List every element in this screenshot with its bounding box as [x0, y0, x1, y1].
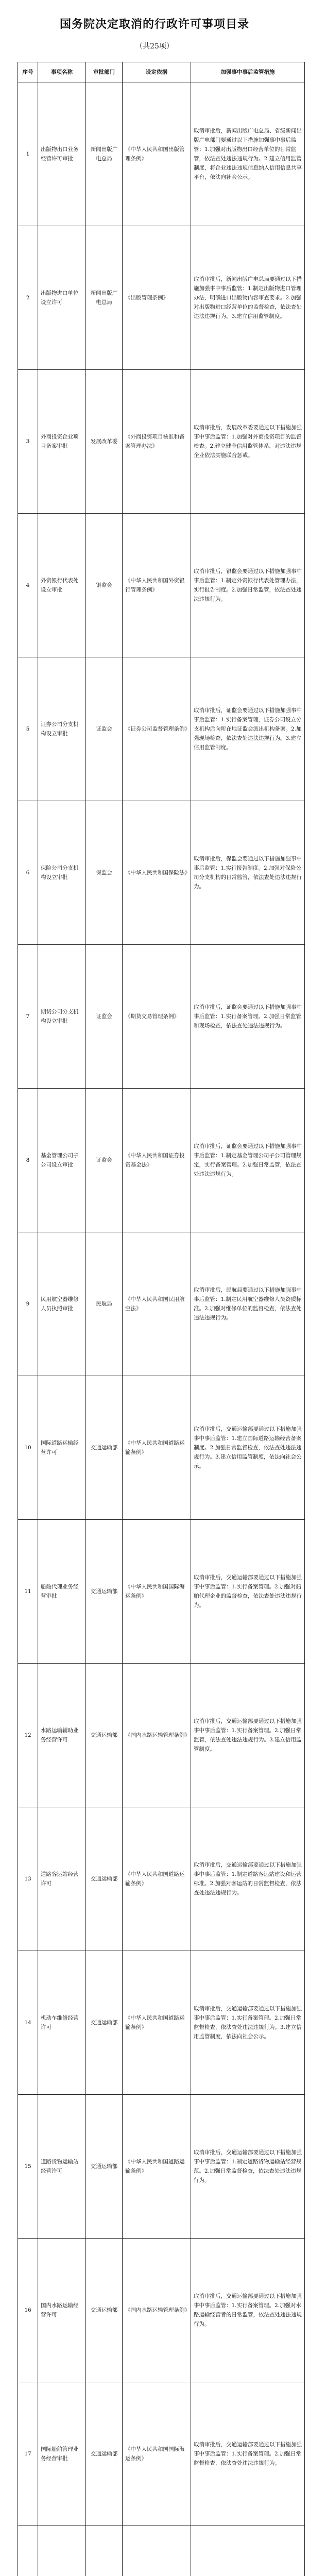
row-number: 3	[18, 370, 38, 514]
row-measures: 取消审批后，交通运输部要通过以下措施加强事中事后监管：1.制定道路客运站建设和运营标准。2.加强对客运站的日常监督检查，依法查处违法违规行为。	[191, 1807, 305, 1951]
header-item-name: 事项名称	[38, 62, 86, 82]
row-legal-basis: 《中华人民共和国道路运输条例》	[123, 1951, 191, 2095]
row-item-name: 外商投资企业项目备案审批	[38, 370, 86, 514]
row-legal-basis: 《中华人民共和国证券投资基金法》	[123, 1089, 191, 1232]
row-measures	[191, 2526, 305, 2576]
table-row	[18, 801, 305, 945]
row-department: 发展改革委	[86, 370, 123, 514]
row-item-name: 道路客运站经营许可	[38, 1807, 86, 1951]
table-row	[18, 2526, 305, 2576]
row-number: 5	[18, 657, 38, 801]
row-number: 12	[18, 1664, 38, 1807]
row-legal-basis: 《中华人民共和国外资银行管理条例》	[123, 514, 191, 657]
table-row	[18, 657, 305, 801]
row-department: 交通运输部	[86, 1664, 123, 1807]
row-department: 交通运输部	[86, 1376, 123, 1520]
header-measures: 加强事中事后监管措施	[191, 62, 305, 82]
table-row	[18, 1807, 305, 1951]
row-item-name: 国际船舶管理业务经营审批	[38, 2382, 86, 2526]
row-legal-basis: 《中华人民共和国出版管理条例》	[123, 82, 191, 226]
row-legal-basis: 《中华人民共和国国际海运条例》	[123, 1520, 191, 1664]
row-item-name: 出版物出口业务经营许可审批	[38, 82, 86, 226]
row-legal-basis: 《证券公司监督管理条例》	[123, 657, 191, 801]
row-legal-basis: 《中华人民共和国保险法》	[123, 801, 191, 945]
table-row	[18, 1951, 305, 2095]
row-number: 1	[18, 82, 38, 226]
header-legal-basis: 设定依据	[123, 62, 191, 82]
row-measures: 取消审批后，民航局要通过以下措施加强事中事后监管：1.制定民用航空器维修人员资质标准。2.加强对维修单位的监督检查，依法查处违法违规行为。	[191, 1232, 305, 1376]
row-department: 新闻出版广电总局	[86, 226, 123, 370]
row-measures: 取消审批后，交通运输部要通过以下措施加强事中事后监管：1.实行备案管理。2.加强对船舶代理企业的监督检查，依法查处违法违规行为。	[191, 1520, 305, 1664]
row-number: 6	[18, 801, 38, 945]
row-item-name: 基金管理公司子公司设立审批	[38, 1089, 86, 1232]
header-department: 审批部门	[86, 62, 123, 82]
row-measures: 取消审批后，交通运输部要通过以下措施加强事中事后监管：1.制定道路货物运输站经营规范。2.加强日常监督检查，依法查处违法违规行为。	[191, 2095, 305, 2239]
row-department: 民航局	[86, 1232, 123, 1376]
row-measures: 取消审批后，交通运输部要通过以下措施加强事中事后监管：1.建立国际道路运输经营备案制度。2.加强日常监督检查，依法查处违法违规行为。3.建立信用监管制度，依法向社会公示。	[191, 1376, 305, 1520]
table-row	[18, 2095, 305, 2239]
row-measures: 取消审批后，证监会要通过以下措施加强事中事后监管：1.实行备案管理，证券公司设立分支机构后向所在地证监会派出机构备案。2.加强现场检查，依法查处违法违规行为。3.建立信用监管制度。	[191, 657, 305, 801]
table-row	[18, 1089, 305, 1232]
row-number: 11	[18, 1520, 38, 1664]
document-title: 国务院决定取消的行政许可事项目录	[59, 18, 249, 31]
table-row	[18, 945, 305, 1089]
row-number: 2	[18, 226, 38, 370]
row-measures: 取消审批后，证监会要通过以下措施加强事中事后监管：1.制定基金管理公司子公司管理规定，实行备案管理。2.加强日常监管，依法查处违法违规行为。	[191, 1089, 305, 1232]
row-department: 证监会	[86, 945, 123, 1089]
row-legal-basis: 《出版管理条例》	[123, 226, 191, 370]
row-item-name: 保险公司分支机构设立审批	[38, 801, 86, 945]
table-row	[18, 2382, 305, 2526]
table-row	[18, 2239, 305, 2382]
row-item-name	[38, 2526, 86, 2576]
row-legal-basis: 《中华人民共和国道路运输条例》	[123, 1376, 191, 1520]
row-item-name: 道路货物运输站经营许可	[38, 2095, 86, 2239]
row-measures: 取消审批后，交通运输部要通过以下措施加强事中事后监管：1.实行备案管理。2.加强对水路运输经营者的日常监管，依法查处违法违规行为。	[191, 2239, 305, 2382]
row-number: 14	[18, 1951, 38, 2095]
row-number: 8	[18, 1089, 38, 1232]
row-department: 保监会	[86, 801, 123, 945]
row-legal-basis: 《期货交易管理条例》	[123, 945, 191, 1089]
row-measures: 取消审批后，交通运输部要通过以下措施加强事中事后监管：1.实行备案管理。2.加强日常监督检查，依法查处违法违规行为。3.建立信用监管制度，依法向社会公示。	[191, 1951, 305, 2095]
row-department: 交通运输部	[86, 2239, 123, 2382]
row-department: 证监会	[86, 657, 123, 801]
row-item-name: 出版物进口单位设立许可	[38, 226, 86, 370]
table-row	[18, 1520, 305, 1664]
permit-table	[18, 62, 305, 2576]
row-department: 交通运输部	[86, 1951, 123, 2095]
row-number: 4	[18, 514, 38, 657]
table-row	[18, 514, 305, 657]
row-legal-basis: 《中华人民共和国道路运输条例》	[123, 2095, 191, 2239]
table-row	[18, 370, 305, 514]
row-item-name: 民用航空器维修人员执照审批	[38, 1232, 86, 1376]
row-item-name: 国际道路运输经营许可	[38, 1376, 86, 1520]
table-row	[18, 1232, 305, 1376]
row-legal-basis: 《外商投资项目核准和备案管理办法》	[123, 370, 191, 514]
row-number: 15	[18, 2095, 38, 2239]
row-number: 17	[18, 2382, 38, 2526]
row-department: 交通运输部	[86, 1520, 123, 1664]
row-number: 13	[18, 1807, 38, 1951]
row-measures: 取消审批后，新闻出版广电总局要通过以下措施加强事中事后监管：1.制定出版物进口管理办法，明确进口出版物内容审查要求。2.加强对出版物进口经营单位的监督检查，依法查处违法违规行为。3.建立信用监管制度。	[191, 226, 305, 370]
row-item-name: 国内水路运输经营许可	[38, 2239, 86, 2382]
row-item-name: 证券公司分支机构设立审批	[38, 657, 86, 801]
row-legal-basis: 《国内水路运输管理条例》	[123, 2239, 191, 2382]
row-department: 新闻出版广电总局	[86, 82, 123, 226]
row-item-name: 水路运输辅助业务经营许可	[38, 1664, 86, 1807]
row-item-name: 船舶代理业务经营审批	[38, 1520, 86, 1664]
row-legal-basis: 《中华人民共和国国际海运条例》	[123, 2382, 191, 2526]
table-row	[18, 226, 305, 370]
row-item-name: 期货公司分支机构设立审批	[38, 945, 86, 1089]
row-number: 9	[18, 1232, 38, 1376]
table-header-row	[18, 62, 305, 82]
row-measures: 取消审批后，新闻出版广电总局、省级新闻出版广电部门要通过以下措施加强事中事后监管：1.加强对出版物出口经营单位的日常监管，依法查处违法违规行为。2.建立信用监管制度，将企业违法违规信息纳入信用信息共享平台，依法向社会公示。	[191, 82, 305, 226]
row-measures: 取消审批后，保监会要通过以下措施加强事中事后监管：1.实行报告制度。2.加强对保险公司分支机构的日常监管，依法查处违法违规行为。	[191, 801, 305, 945]
row-measures: 取消审批后，发展改革委要通过以下措施加强事中事后监管：1.加强对外商投资项目的监督检查。2.建立健全信用监管体系，对违法违规企业依法实施联合惩戒。	[191, 370, 305, 514]
row-department	[86, 2526, 123, 2576]
header-number: 序号	[18, 62, 38, 82]
table-row	[18, 1376, 305, 1520]
table-row	[18, 1664, 305, 1807]
row-department: 交通运输部	[86, 2095, 123, 2239]
row-measures: 取消审批后，银监会要通过以下措施加强事中事后监管：1.制定外资银行代表处管理办法，实行报告制度。2.加强日常监管，依法查处违法违规行为。	[191, 514, 305, 657]
row-department: 银监会	[86, 514, 123, 657]
table-body	[18, 82, 305, 2576]
row-department: 证监会	[86, 1089, 123, 1232]
row-number	[18, 2526, 38, 2576]
row-number: 16	[18, 2239, 38, 2382]
row-legal-basis: 《国内水路运输管理条例》	[123, 1664, 191, 1807]
row-measures: 取消审批后，交通运输部要通过以下措施加强事中事后监管：1.实行备案管理。2.加强日常监管，依法查处违法违规行为。3.建立信用监管制度。	[191, 1664, 305, 1807]
row-department: 交通运输部	[86, 1807, 123, 1951]
row-department: 交通运输部	[86, 2382, 123, 2526]
table-row	[18, 82, 305, 226]
row-measures: 取消审批后，证监会要通过以下措施加强事中事后监管：1.实行备案管理。2.加强日常监管和现场检查，依法查处违法违规行为。	[191, 945, 305, 1089]
row-legal-basis	[123, 2526, 191, 2576]
row-legal-basis: 《中华人民共和国民用航空法》	[123, 1232, 191, 1376]
row-number: 7	[18, 945, 38, 1089]
document-subtitle: （共25项）	[135, 42, 174, 50]
row-legal-basis: 《中华人民共和国道路运输条例》	[123, 1807, 191, 1951]
row-measures: 取消审批后，交通运输部要通过以下措施加强事中事后监管：1.实行备案管理。2.加强日常监督检查，依法查处违法违规行为。	[191, 2382, 305, 2526]
row-item-name: 机动车维修经营许可	[38, 1951, 86, 2095]
row-item-name: 外资银行代表处设立审批	[38, 514, 86, 657]
row-number: 10	[18, 1376, 38, 1520]
